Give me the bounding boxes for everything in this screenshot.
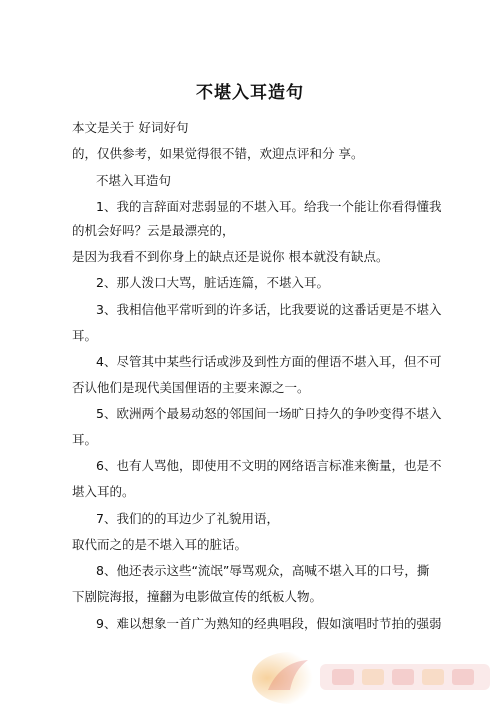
text-line: 7、我们的的耳边少了礼貌用语， [96,511,279,526]
watermark-glyph [392,669,414,685]
text-line: 的，仅供参考，如果觉得很不错，欢迎点评和分 享。 [72,146,364,161]
text-line: 9、难以想象一首广为熟知的经典唱段，假如演唱时节拍的强弱 [96,616,442,631]
text-line: 8、他还表示这些“流氓”辱骂观众，高喊不堪入耳的口号，撕 [96,563,430,578]
text-line: 6、也有人骂他，即使用不文明的网络语言标准来衡量，也是不 [96,458,442,473]
watermark-logo [250,640,500,708]
watermark-glyph [362,669,384,685]
text-line: 耳。 [72,328,98,343]
text-line: 4、尽管其中某些行话或涉及到性方面的俚语不堪入耳，但不可 [96,354,442,369]
text-line: 的机会好吗？云是最漂亮的， [72,223,235,238]
watermark-glyph [452,669,474,685]
page-title: 不堪入耳造句 [196,83,304,103]
text-line: 取代而之的是不堪入耳的脏话。 [72,537,248,552]
text-line: 耳。 [72,432,98,447]
text-line: 是因为我看不到你身上的缺点还是说你 根本就没有缺点。 [72,249,389,264]
text-line: 5、欧洲两个最易动怒的邻国间一场旷日持久的争吵变得不堪入 [96,406,442,421]
text-line: 否认他们是现代美国俚语的主要来源之一。 [72,380,310,395]
watermark-glyph [422,669,444,685]
watermark-glyph [332,669,354,685]
text-line: 下剧院海报，撞翻为电影做宣传的纸板人物。 [72,589,323,604]
text-line: 2、那人泼口大骂，脏话连篇，不堪入耳。 [96,275,329,290]
text-line: 3、我相信他平常听到的许多话，比我要说的这番话更是不堪入 [96,302,442,317]
text-line: 堪入耳的。 [72,484,135,499]
text-line: 本文是关于 好词好句 [72,120,189,135]
text-line: 不堪入耳造句 [96,173,172,188]
text-line: 1、我的言辞面对悲弱显的不堪入耳。给我一个能让你看得懂我 [96,199,442,214]
